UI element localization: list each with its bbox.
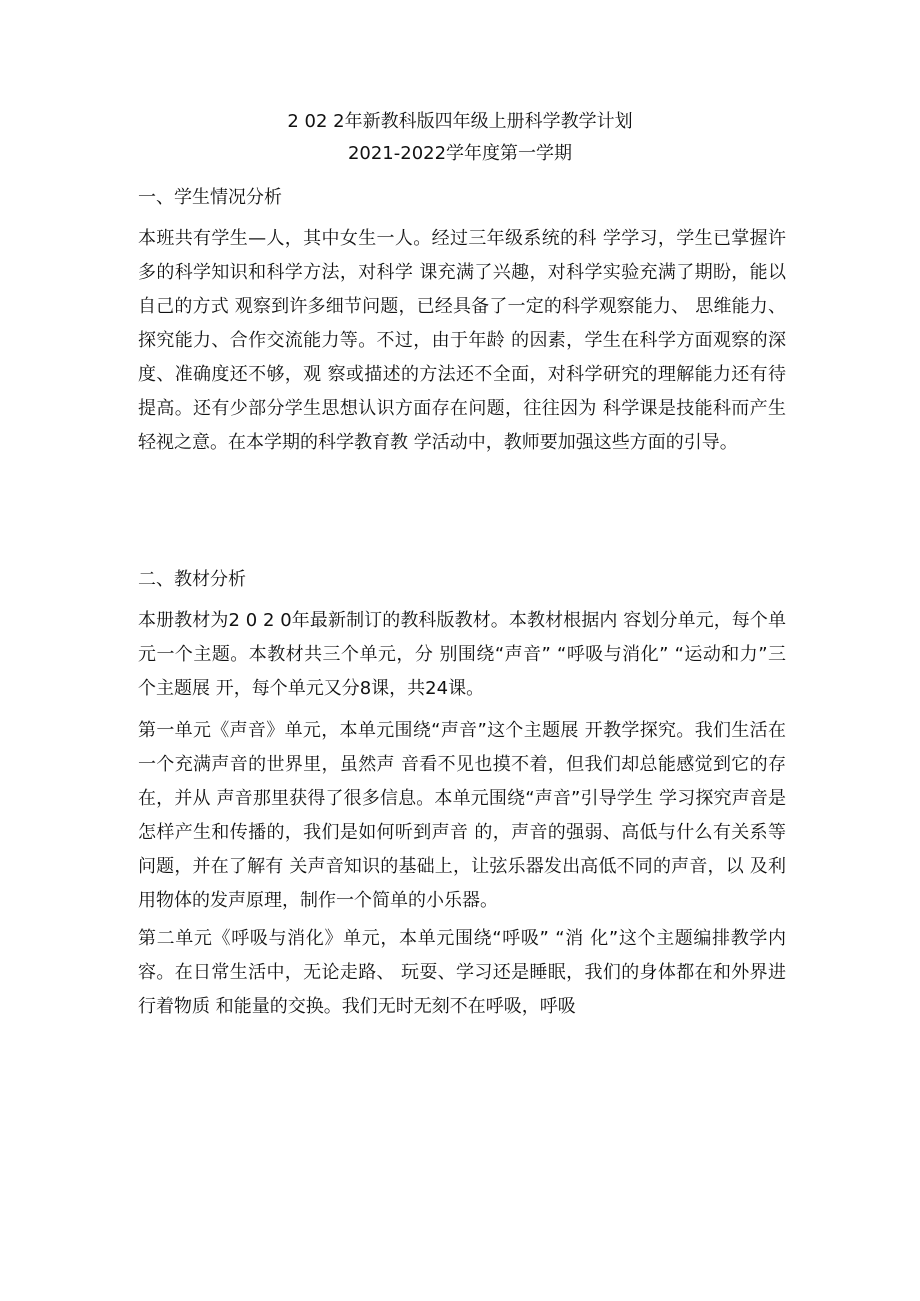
paragraph-unit-one-sound: 第一单元《声音》单元，本单元围绕“声音”这个主题展 开教学探究。我们生活在一个充满声音的世界里，虽然声 音看不见也摸不着，但我们却总能感觉到它的存在，并从 声音那里获得了很多信息。本单元围绕“声音”引导学生 学习探究声音是怎样产生和传播的，我们是如何听到声音 的，声音的强弱、高低与什么有关系等问题，并在了解有 关声音知识的基础上，让弦乐器发出高低不同的声音，以 及利用物体的发声原理，制作一个简单的小乐器。 (138, 720, 786, 911)
paragraph-unit-two-breathing-digestion: 第二单元《呼吸与消化》单元，本单元围绕“呼吸” “消 化”这个主题编排教学内容。在日常生活中，无论走路、 玩耍、学习还是睡眠，我们的身体都在和外界进行着物质 和能量的交换。我们无时无刻不在呼吸，呼吸 (138, 928, 786, 1017)
section-heading-textbook-analysis: 二、教材分析 (138, 569, 246, 590)
document-subtitle: 2021-2022学年度第一学期 (347, 143, 573, 164)
document-title: 2 02 2年新教科版四年级上册科学教学计划 (287, 111, 633, 132)
paragraph-student-analysis: 本班共有学生—人，其中女生一人。经过三年级系统的科 学学习，学生已掌握许多的科学知识和科学方法，对科学 课充满了兴趣，对科学实验充满了期盼，能以自己的方式 观察到许多细节问题，已经具备了一定的科学观察能力、 思维能力、探究能力、合作交流能力等。不过，由于年龄 的因素，学生在科学方面观察的深度、准确度还不够，观 察或描述的方法还不全面，对科学研究的理解能力还有待 提高。还有少部分学生思想认识方面存在问题，往往因为 科学课是技能科而产生轻视之意。在本学期的科学教育教 学活动中，教师要加强这些方面的引导。 (138, 228, 786, 453)
paragraph-textbook-overview: 本册教材为2 0 2 0年最新制订的教科版教材。本教材根据内 容划分单元，每个单元一个主题。本教材共三个单元，分 别围绕“声音” “呼吸与消化” “运动和力”三个主题展 开，每个单元又分8课，共24课。 (138, 610, 786, 699)
section-heading-student-analysis: 一、学生情况分析 (138, 187, 282, 208)
